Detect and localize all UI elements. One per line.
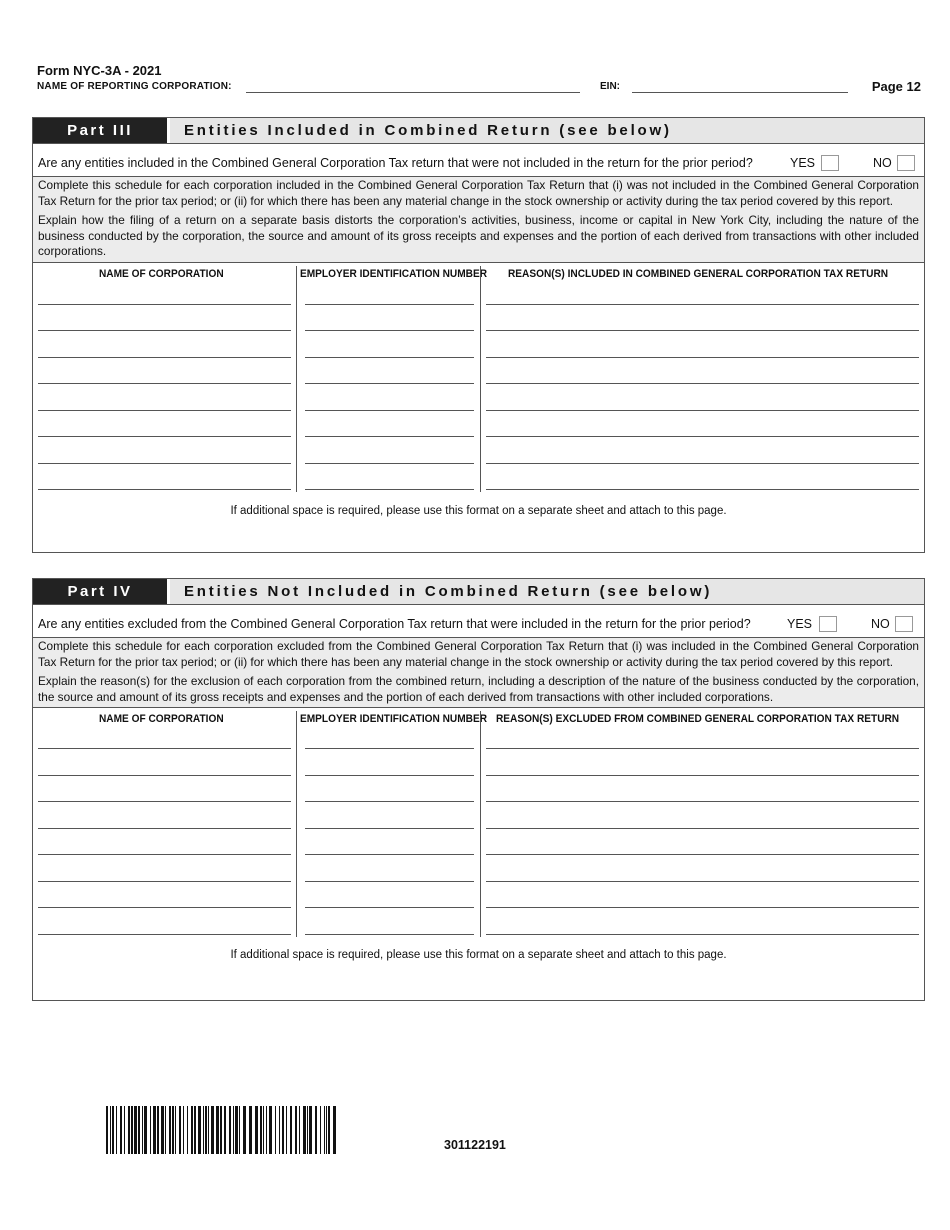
barcode-bar [144, 1106, 147, 1154]
barcode-bar [120, 1106, 122, 1154]
ein-entry-line[interactable] [305, 828, 474, 829]
part-iii-title: Entities Included in Combined Return (see below) [184, 122, 672, 139]
ein-entry-line[interactable] [305, 383, 474, 384]
reason-entry-line[interactable] [486, 775, 919, 776]
ein-entry-line[interactable] [305, 436, 474, 437]
instruction-paragraph: Explain the reason(s) for the exclusion of each corporation from the combined return, including a description of the nature of the business conducted by the corporation, the source and amount of its gross receipts and expenses and the portion of each derived from transactions with other included corporations. [38, 674, 919, 704]
instruction-paragraph: Complete this schedule for each corporation excluded from the Combined General Corporation Tax Return that (i) was included in the Combined General Corporation Tax Return for the prior tax period; or (ii) for which there has been any material change in the stock ownership or activity during the tax period covered by this report. [38, 639, 919, 669]
no-label: NO [871, 617, 890, 631]
barcode-bar [216, 1106, 219, 1154]
part-iv-question [33, 605, 924, 638]
ein-entry-line[interactable] [305, 934, 474, 935]
name-entry-line[interactable] [38, 775, 291, 776]
name-entry-line[interactable] [38, 828, 291, 829]
barcode-bar [315, 1106, 317, 1154]
barcode-bar [309, 1106, 312, 1154]
ein-entry-line[interactable] [305, 748, 474, 749]
form-number: 301122191 [444, 1138, 506, 1152]
ein-entry-line[interactable] [305, 907, 474, 908]
ein-label: EIN: [600, 81, 620, 92]
barcode-bar [112, 1106, 114, 1154]
barcode-bar [183, 1106, 184, 1154]
barcode-bar [208, 1106, 209, 1154]
column-divider [296, 711, 297, 937]
barcode-bar [303, 1106, 306, 1154]
column-divider [480, 711, 481, 937]
part-iii-table [33, 263, 924, 523]
form-title: Form NYC-3A - 2021 [37, 63, 162, 78]
part-iv-title: Entities Not Included in Combined Return (see below) [184, 583, 713, 600]
instruction-paragraph: Explain how the filing of a return on a separate basis distorts the corporation’s activities, business, income or capital in New York City, including the nature of the business conducted by the corporation, the source and amount of its gross receipts and expenses and the portion of each derived from transactions with other included corporations. [38, 213, 919, 258]
ein-field[interactable] [632, 92, 848, 93]
barcode-bar [260, 1106, 262, 1154]
barcode-bar [282, 1106, 284, 1154]
barcode-bar [266, 1106, 267, 1154]
name-label: NAME OF REPORTING CORPORATION: [37, 81, 232, 92]
barcode-icon [106, 1106, 338, 1154]
name-field[interactable] [246, 92, 580, 93]
ein-entry-line[interactable] [305, 330, 474, 331]
ein-entry-line[interactable] [305, 801, 474, 802]
ein-entry-line[interactable] [305, 881, 474, 882]
reason-entry-line[interactable] [486, 907, 919, 908]
reason-entry-line[interactable] [486, 881, 919, 882]
col-reason-header: REASON(S) EXCLUDED FROM COMBINED GENERAL CORPORATION TAX RETURN [496, 713, 900, 725]
barcode-bar [279, 1106, 280, 1154]
ein-entry-line[interactable] [305, 854, 474, 855]
barcode-bar [211, 1106, 214, 1154]
name-entry-line[interactable] [38, 357, 291, 358]
barcode-bar [295, 1106, 297, 1154]
name-entry-line[interactable] [38, 801, 291, 802]
page-number: Page 12 [871, 79, 921, 94]
barcode-bar [138, 1106, 140, 1154]
barcode-bar [124, 1106, 125, 1154]
barcode-bar [175, 1106, 176, 1154]
barcode-bar [233, 1106, 234, 1154]
barcode-bar [203, 1106, 204, 1154]
barcode-bar [110, 1106, 111, 1154]
barcode-bar [229, 1106, 231, 1154]
name-entry-line[interactable] [38, 854, 291, 855]
yes-label: YES [787, 617, 813, 631]
col-ein-header: EMPLOYER IDENTIFICATION NUMBER [300, 713, 488, 725]
question-text: Are any entities included in the Combined General Corporation Tax return that were not included in the return for the prior period? [38, 156, 753, 170]
part-iii-instructions [33, 177, 924, 263]
ein-entry-line[interactable] [305, 463, 474, 464]
barcode-bar [290, 1106, 292, 1154]
barcode-bar [320, 1106, 321, 1154]
barcode-bar [106, 1106, 108, 1154]
part-iv-label: Part IV [33, 579, 167, 604]
barcode-bar [235, 1106, 238, 1154]
barcode-bar [187, 1106, 188, 1154]
barcode-bar [142, 1106, 143, 1154]
part-iv-instructions [33, 638, 924, 708]
barcode-bar [275, 1106, 276, 1154]
barcode-bar [172, 1106, 174, 1154]
no-checkbox[interactable] [895, 616, 913, 632]
col-reason-header: REASON(S) INCLUDED IN COMBINED GENERAL CORPORATION TAX RETURN [508, 267, 889, 280]
yes-checkbox[interactable] [821, 155, 839, 171]
col-ein-header: EMPLOYER IDENTIFICATION NUMBER [300, 267, 488, 280]
reason-entry-line[interactable] [486, 410, 919, 411]
reason-entry-line[interactable] [486, 357, 919, 358]
barcode-bar [224, 1106, 226, 1154]
no-label: NO [873, 156, 892, 170]
name-entry-line[interactable] [38, 330, 291, 331]
barcode-bar [239, 1106, 240, 1154]
divider [167, 118, 170, 143]
reason-entry-line[interactable] [486, 854, 919, 855]
barcode-bar [161, 1106, 164, 1154]
part-iii-section [32, 117, 925, 553]
reason-entry-line[interactable] [486, 801, 919, 802]
part-iv-header [33, 579, 924, 605]
ein-entry-line[interactable] [305, 410, 474, 411]
name-entry-line[interactable] [38, 304, 291, 305]
barcode-bar [299, 1106, 300, 1154]
name-entry-line[interactable] [38, 383, 291, 384]
barcode-bar [286, 1106, 287, 1154]
barcode-bar [307, 1106, 308, 1154]
barcode-bar [179, 1106, 181, 1154]
footnote: If additional space is required, please use this format on a separate sheet and attach to this page. [230, 504, 727, 517]
barcode-bar [255, 1106, 258, 1154]
ein-entry-line[interactable] [305, 775, 474, 776]
footnote: If additional space is required, please use this format on a separate sheet and attach to this page. [230, 949, 727, 961]
barcode-bar [333, 1106, 336, 1154]
barcode-bar [131, 1106, 133, 1154]
name-entry-line[interactable] [38, 748, 291, 749]
barcode-bar [165, 1106, 166, 1154]
barcode-bar [150, 1106, 151, 1154]
barcode-bar [157, 1106, 159, 1154]
instruction-paragraph: Complete this schedule for each corporation included in the Combined General Corporation Tax Return that (i) was not included in the Combined General Corporation Tax Return for the prior tax period; or (ii) for which there has been any material change in the stock ownership or activity during the tax period covered by this report. [38, 178, 919, 208]
no-checkbox[interactable] [897, 155, 915, 171]
divider [167, 579, 170, 604]
reason-entry-line[interactable] [486, 436, 919, 437]
barcode-bar [128, 1106, 130, 1154]
reason-entry-line[interactable] [486, 304, 919, 305]
column-divider [296, 266, 297, 492]
reason-entry-line[interactable] [486, 828, 919, 829]
column-divider [480, 266, 481, 492]
name-entry-line[interactable] [38, 463, 291, 464]
barcode-bar [326, 1106, 327, 1154]
col-name-header: NAME OF CORPORATION [99, 267, 224, 280]
ein-entry-line[interactable] [305, 304, 474, 305]
reason-entry-line[interactable] [486, 383, 919, 384]
barcode-bar [220, 1106, 222, 1154]
barcode-bar [249, 1106, 252, 1154]
reason-entry-line[interactable] [486, 330, 919, 331]
ein-entry-line[interactable] [305, 489, 474, 490]
yes-checkbox[interactable] [819, 616, 837, 632]
barcode-bar [269, 1106, 272, 1154]
part-iv-table [33, 708, 924, 970]
yes-label: YES [790, 156, 816, 170]
barcode-bar [328, 1106, 330, 1154]
name-entry-line[interactable] [38, 907, 291, 908]
name-entry-line[interactable] [38, 410, 291, 411]
barcode-bar [324, 1106, 325, 1154]
question-text: Are any entities excluded from the Combined General Corporation Tax return that were included in the return for the prior period? [38, 617, 751, 631]
reason-entry-line[interactable] [486, 748, 919, 749]
barcode-bar [116, 1106, 117, 1154]
reason-entry-line[interactable] [486, 463, 919, 464]
col-name-header: NAME OF CORPORATION [99, 713, 224, 725]
name-entry-line[interactable] [38, 436, 291, 437]
ein-entry-line[interactable] [305, 357, 474, 358]
part-iii-question [33, 144, 924, 177]
name-entry-line[interactable] [38, 881, 291, 882]
barcode-bar [263, 1106, 264, 1154]
reason-entry-line[interactable] [486, 934, 919, 935]
reason-entry-line[interactable] [486, 489, 919, 490]
part-iv-section [32, 578, 925, 1001]
part-iii-label: Part III [33, 118, 167, 143]
barcode-bar [153, 1106, 156, 1154]
barcode-bar [198, 1106, 201, 1154]
barcode-bar [243, 1106, 246, 1154]
barcode-bar [205, 1106, 207, 1154]
barcode-bar [134, 1106, 137, 1154]
name-entry-line[interactable] [38, 934, 291, 935]
barcode-bar [191, 1106, 193, 1154]
barcode-bar [169, 1106, 171, 1154]
part-iii-header [33, 118, 924, 144]
barcode-bar [194, 1106, 196, 1154]
name-entry-line[interactable] [38, 489, 291, 490]
